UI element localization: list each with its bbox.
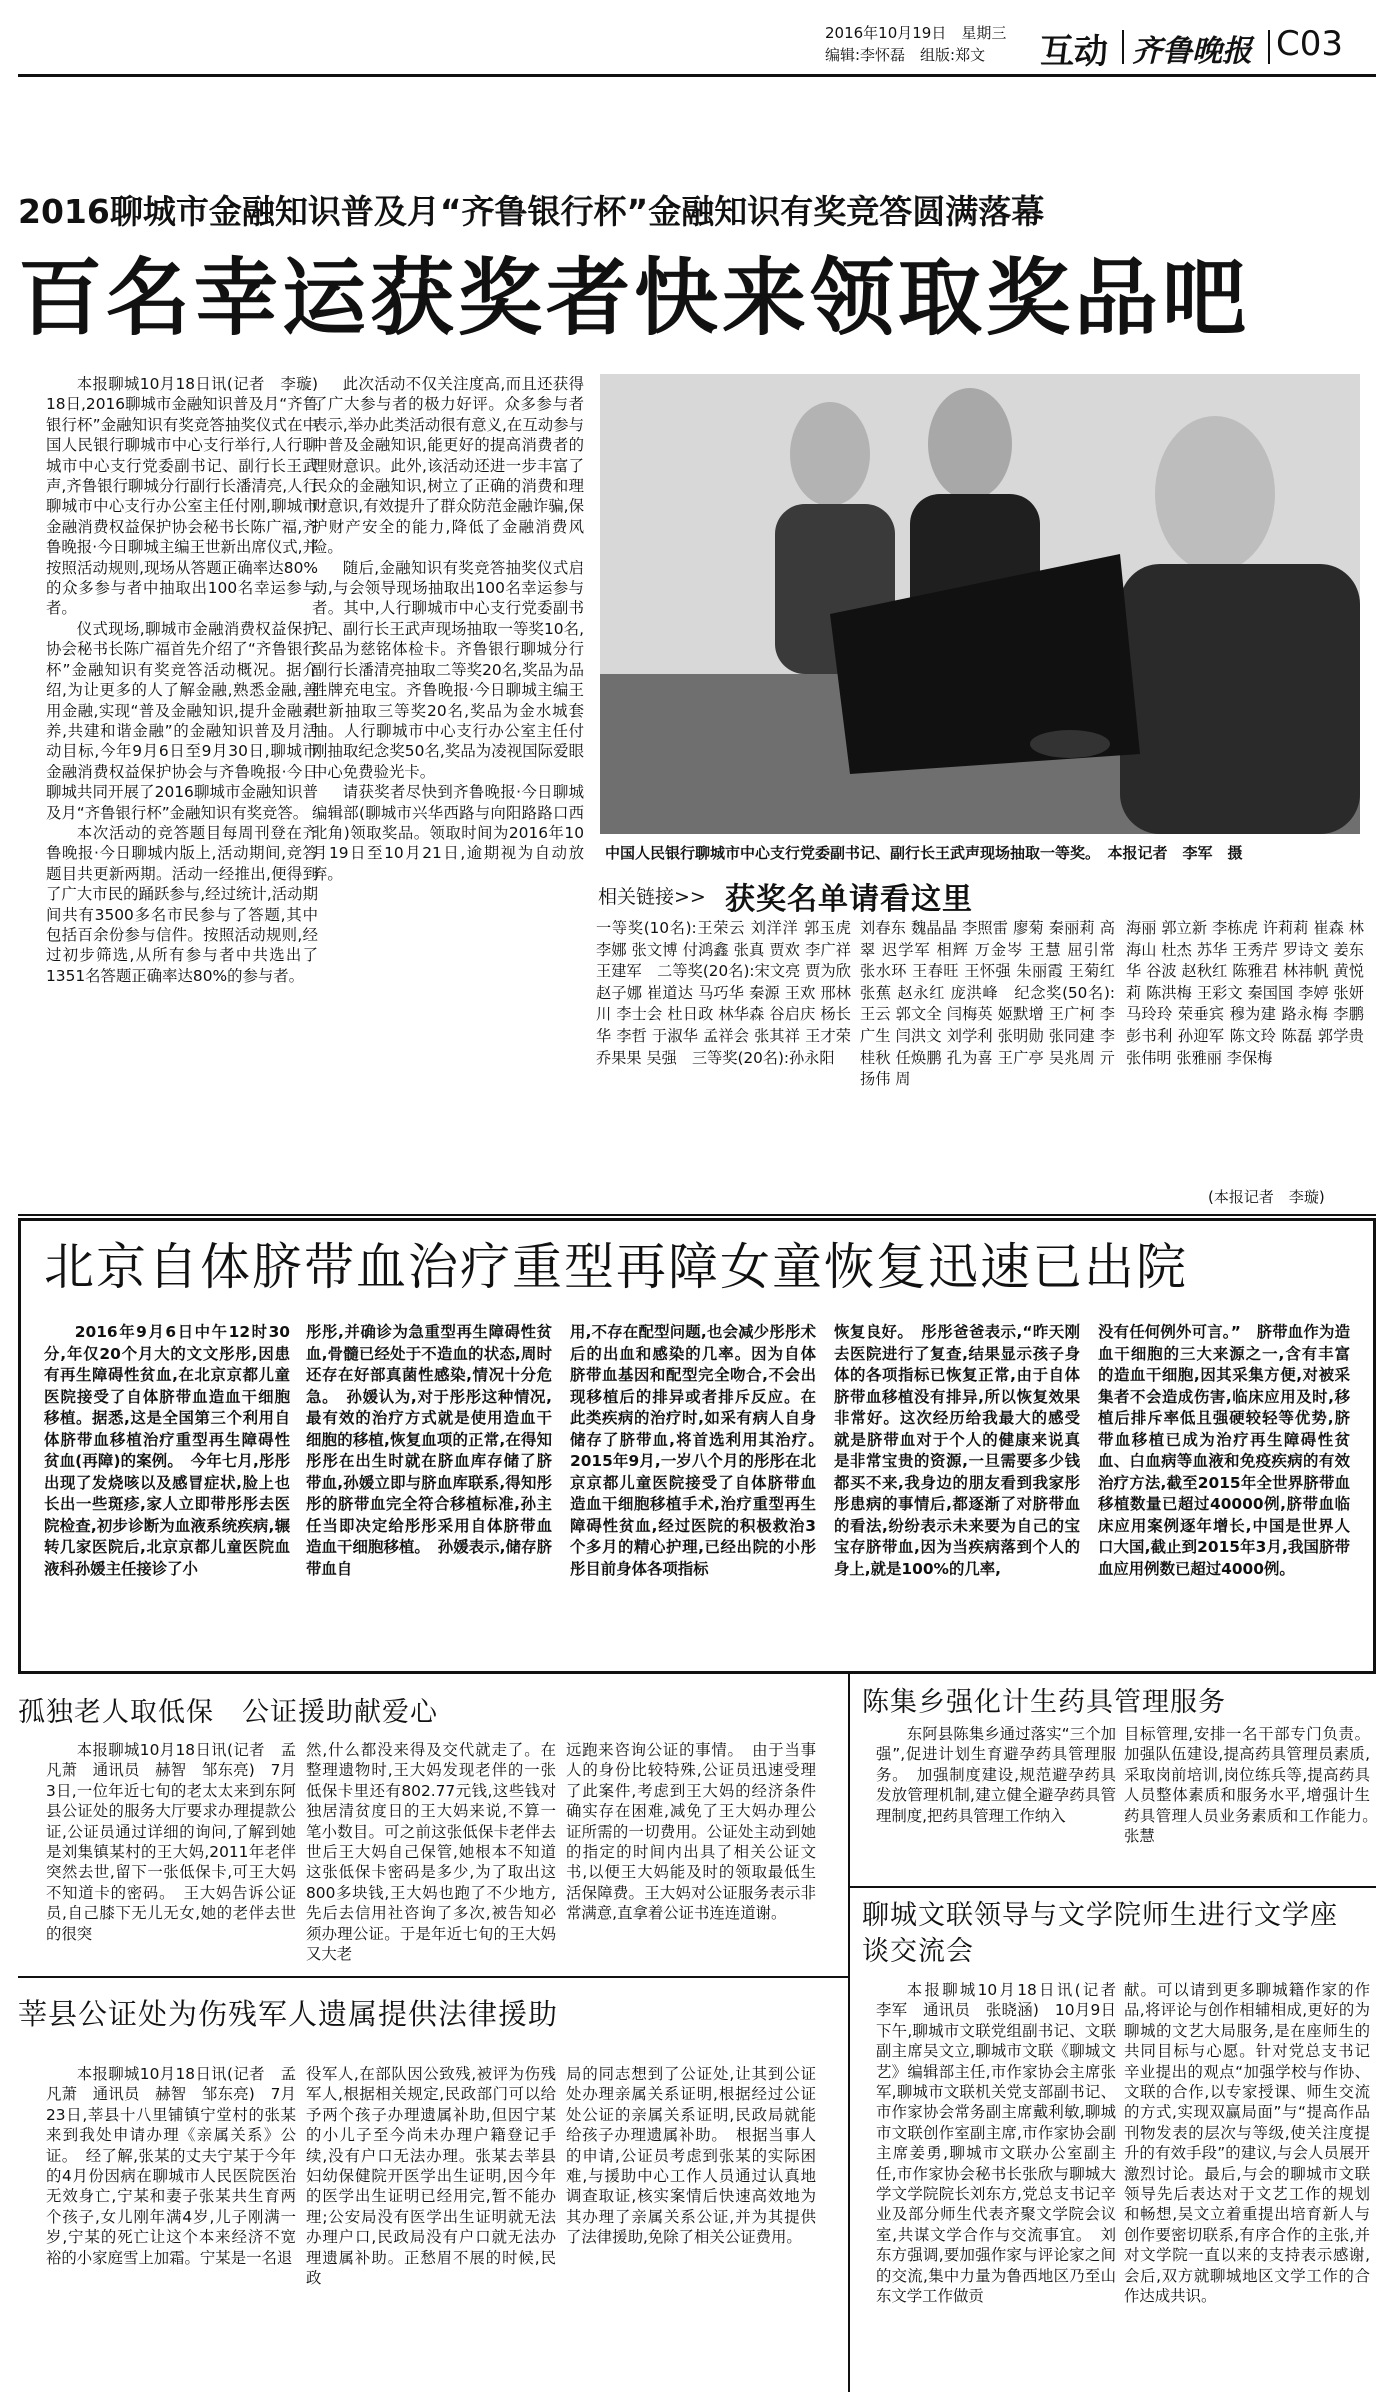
elderly-para: 然,什么都没来得及交代就走了。在整理遗物时,王大妈发现老伴的一张低保卡里还有802.77元钱,这些钱对独居清贫度日的王大妈来说,不算一笔小数目。可之前这张低保卡老伴去世后王大妈自己保管,她根本不知道这张低保卡密码是多少,为了取出这800多块钱,王大妈也跑了不少地方,先后去信用社咨询了多次,被告知必须办理公证。于是年近七旬的王大妈又大老 (306, 1741, 556, 1964)
paper-logo: 齐鲁晚报 (1132, 34, 1252, 69)
legal-para: 本报聊城10月18日讯(记者 孟凡萧 通讯员 赫智 邹东亮) 7月23日,莘县十八里铺镇宁堂村的张某来到我处申请办理《亲属关系》公证。 经了解,张某的丈夫宁某于今年的4月份因病在聊城市人民医院医治无效身亡,宁某和妻子张某共生育两个孩子,女儿刚年满4岁,儿子刚满一岁,宁某的死亡让这个本来经济不宽裕的小家庭雪上加霜。宁某是一名退 (46, 2065, 296, 2267)
date-line: 2016年10月19日 星期三 (825, 24, 1007, 42)
photo-illustration (600, 374, 1360, 834)
elderly-para: 远跑来咨询公证的事情。 由于当事人的身份比较特殊,公证员迅速受理了此案件,考虑到王大妈的经济条件确实存在困难,减免了王大妈办理公证所需的一切费用。公证处主动到她的指定的时间内出具了相关公证文书,以便王大妈能及时的领取最低生活保障费。王大妈对公证服务表示非常满意,直拿着公证书连连道谢。 (566, 1741, 816, 1923)
editors-line: 编辑:李怀磊 组版:郑文 (825, 46, 986, 64)
section-name: 互动 (1040, 32, 1108, 72)
lead-para: 请获奖者尽快到齐鲁晚报·今日聊城编辑部(聊城市兴华西路与向阳路路口西北角)领取奖品。领取时间为2016年10月19日至10月21日,逾期视为自动放弃。 (312, 783, 584, 883)
cord-para: 用,不存在配型问题,也会减少彤彤术后的出血和感染的几率。因为自体脐带血基因和配型完全吻合,不会出现移植后的排异或者排斥反应。在此类疾病的治疗时,如采有病人自身储存了脐带血,将首选利用其治疗。 2015年9月,一岁八个月的彤彤在北京京都儿童医院接受了自体脐带血造血干细胞移植手术,治疗重型再生障碍性贫血,经过医院的积极救治3个多月的精心护理,已经出院的小彤彤目前身体各项指标 (570, 1323, 816, 1578)
divider (1268, 30, 1270, 64)
section-rule (18, 1214, 1376, 1216)
elderly-para: 本报聊城10月18日讯(记者 孟凡萧 通讯员 赫智 邹东亮) 7月3日,一位年近七旬的老太太来到东阿县公证处的服务大厅要求办理提款公证,公证员通过详细的询问,了解到她是刘集镇某村的王大妈,2011年老伴突然去世,留下一张低保卡,可王大妈不知道卡的密码。 王大妈告诉公证员,自己膝下无儿无女,她的老伴去世的很突 (46, 1741, 296, 1943)
winners-list-1: 一等奖(10名):王荣云 刘洋洋 郭玉虎 李娜 张文博 付鸿鑫 张真 贾欢 李广祥 王建军 二等奖(20名):宋文亮 贾为欣 赵子娜 崔道达 马巧华 秦源 王欢 邢林川 李士会 杜日政 林华森 谷启庆 杨长华 李哲 于淑华 孟祥会 张其祥 王才荣 乔果果 吴强 三等奖(20名):孙永阳 (596, 919, 851, 1067)
cord-col-3 (570, 1322, 816, 1656)
cord-para: 2016年9月6日中午12时30分,年仅20个月大的文文彤彤,因患有再生障碍性贫血,在北京京都儿童医院接受了自体脐带血造血干细胞移植。据悉,这是全国第三个利用自体脐带血移植治疗重型再生障碍性贫血(再障)的案例。 今年七月,彤彤出现了发烧咳以及感冒症状,脸上也长出一些斑疹,家人立即带彤彤去医院检查,初步诊断为血液系统疾病,辗转几家医院后,北京京都儿童医院血液科孙媛主任接诊了小 (44, 1323, 290, 1578)
family-col-1 (876, 1724, 1116, 1880)
lead-col-2 (312, 374, 584, 1254)
elderly-col-2 (306, 1740, 556, 1970)
page-number: C03 (1276, 24, 1344, 64)
cord-col-1 (44, 1322, 290, 1656)
literature-para: 本报聊城10月18日讯(记者 李军 通讯员 张晓涵) 10月9日下午,聊城市文联党组副书记、文联副主席吴文立,聊城市文联《聊城文艺》编辑部主任,市作家协会主席张军,聊城市文联机关党支部副书记、市作家协会常务副主席戴利敏,聊城市文联创作室副主席,市作家协会副主席姜勇,聊城市文联办公室副主任,市作家协会秘书长张欣与聊城大学文学院院长刘东方,党总支书记辛业及部分师生代表齐聚文学院会议室,共谋文学合作与交流事宜。 刘东方强调,要加强作家与评论家之间的交流,集中力量为鲁西地区乃至山东文学工作做贡 (876, 1981, 1116, 2306)
section-rule (18, 1976, 848, 1978)
photo-caption: 中国人民银行聊城市中心支行党委副书记、副行长王武声现场抽取一等奖。 本报记者 李军 摄 (605, 844, 1243, 862)
literature-para: 献。可以请到更多聊城籍作家的作品,将评论与创作相辅相成,更好的为聊城的文艺大局服务,是在座师生的共同目标与心愿。针对党总支书记辛业提出的观点“加强学校与作协、文联的合作,以专家授课、师生交流的方式,实现双赢局面”与“提高作品刊物发表的层次与等级,使关注度提升的有效手段”的建议,与会人员展开激烈讨论。最后,与会的聊城市文联领导先后表达对于文艺工作的规划和畅想,吴文立着重提出培育新人与创作要密切联系,有序合作的主张,并对文学院一直以来的支持表示感谢,会后,双方就聊城地区文学工作的合作达成共识。 (1124, 1981, 1370, 2306)
divider (1122, 30, 1124, 64)
elderly-col-3 (566, 1740, 816, 1970)
lead-para: 本报聊城10月18日讯(记者 李璇) 18日,2016聊城市金融知识普及月“齐鲁银行杯”金融知识有奖竞答抽奖仪式在中国人民银行聊城市中心支行举行,人行聊城市中心支行党委副书记、副行长王武声,齐鲁银行聊城分行副行长潘清亮,人行聊城市中心支行办公室主任付刚,聊城市金融消费权益保护协会秘书长陈广福,齐鲁晚报·今日聊城主编王世新出席仪式,并按照活动规则,现场从答题正确率达80%的众多参与者中抽取出100名幸运参与者。 (46, 375, 318, 618)
winners-list-3: 海丽 郭立新 李栋虎 许莉莉 崔森 林海山 杜杰 苏华 王秀芹 罗诗文 姜东华 谷波 赵秋红 陈雅君 林祎帆 黄悦莉 陈洪梅 王彩文 秦国国 李婷 张妍 马玲玲 荣垂宾 穆为建 路永梅 李鹏 彭书利 孙迎军 陈文玲 陈磊 郭学贵 张伟明 张雅丽 李保梅 (1126, 919, 1364, 1067)
cord-para: 没有任何例外可言。” 脐带血作为造血干细胞的三大来源之一,含有丰富的造血干细胞,因其采集方便,对被采集者不会造成伤害,临床应用及时,移植后排斥率低且强硬较轻等优势,脐带血移植已成为治疗再生障碍性贫血、白血病等血液和免疫疾病的有效治疗方法,截至2015年全世界脐带血移植数量已超过40000例,脐带血临床应用案例逐年增长,中国是世界人口大国,截止到2015年3月,我国脐带血应用例数已超过4000例。 (1098, 1323, 1350, 1578)
lead-kicker: 2016聊城市金融知识普及月“齐鲁银行杯”金融知识有奖竞答圆满落幕 (18, 192, 1045, 231)
family-para: 东阿县陈集乡通过落实“三个加强”,促进计划生育避孕药具管理服务。 加强制度建设,规范避孕药具发放管理机制,建立健全避孕药具管理制度,把药具管理工作纳入 (876, 1725, 1116, 1825)
lead-col-1 (46, 374, 318, 1254)
lead-para: 本次活动的竞答题目每周刊登在齐鲁晚报·今日聊城内版上,活动期间,竞答题目共更新两期。活动一经推出,便得到了广大市民的踊跃参与,经过统计,活动期间共有3500多名市民参与了答题,其中包括百余份参与信件。按照活动规则,经过初步筛选,从所有参与者中共选出了1351名答题正确率达80%的参与者。 (46, 823, 318, 985)
legal-col-1 (46, 2064, 296, 2384)
legal-col-3 (566, 2064, 816, 2384)
legal-para: 役军人,在部队因公致残,被评为伤残军人,根据相关规定,民政部门可以给予两个孩子办理遗属补助,但因宁某的小儿子至今尚未办理户籍登记手续,没有户口无法办理。张某去莘县妇幼保健院开医学出生证明,因今年的医学出生证明已经用完,暂不能办理;公安局没有医学出生证明就无法办理户口,民政局没有户口就无法办理遗属补助。正愁眉不展的时候,民政 (306, 2065, 556, 2288)
legal-col-2 (306, 2064, 556, 2384)
literature-col-1 (876, 1980, 1116, 2385)
cord-headline: 北京自体脐带血治疗重型再障女童恢复迅速已出院 (44, 1238, 1188, 1296)
cord-col-5 (1098, 1322, 1350, 1656)
lead-para: 随后,金融知识有奖竞答抽奖仪式启动,与会领导现场抽取出100名幸运参与者。其中,人行聊城市中心支行党委副书记、副行长王武声现场抽取一等奖10名,奖品为慈铭体检卡。齐鲁银行聊城分行副行长潘清亮抽取二等奖20名,奖品为品胜牌充电宝。齐鲁晚报·今日聊城主编王世新抽取三等奖20名,奖品为金水城套抽。人行聊城市中心支行办公室主任付刚抽取纪念奖50名,奖品为凌视国际爱眼中心免费验光卡。 (312, 558, 584, 781)
winners-list-2: 刘春东 魏晶晶 李照雷 廖菊 秦丽莉 高翠 迟学军 相辉 万金岑 王慧 屈引常 张水环 王春旺 王怀强 朱丽霞 王菊红 张蕉 赵永红 庞洪峰 纪念奖(50名):王云 郭文全 闫梅英 姬默增 王广柯 李广生 闫洪文 刘学利 张明勋 张同建 李桂秋 任焕鹏 孔为喜 王广亭 吴兆周 亓扬伟 周 (860, 919, 1115, 1089)
cord-col-4 (834, 1322, 1080, 1656)
family-headline: 陈集乡强化计生药具管理服务 (862, 1687, 1226, 1718)
lead-para: 仪式现场,聊城市金融消费权益保护协会秘书长陈广福首先介绍了“齐鲁银行杯”金融知识有奖竞答活动概况。据介绍,为让更多的人了解金融,熟悉金融,善用金融,实现“普及金融知识,提升金融素养,共建和谐金融”的金融知识普及月活动目标,今年9月6日至9月30日,聊城市金融消费权益保护协会与齐鲁晚报·今日聊城共同开展了2016聊城市金融知识普及月“齐鲁银行杯”金融知识有奖竞答。 (46, 619, 318, 822)
family-para: 目标管理,安排一名干部专门负责。加强队伍建设,提高药具管理员素质,采取岗前培训,岗位练兵等,提高药具人员整体素质和服务水平,增强计生药具管理人员业务素质和工作能力。 张慧 (1124, 1725, 1370, 1846)
elderly-headline: 孤独老人取低保 公证援助献爱心 (18, 1697, 438, 1728)
lead-para: 此次活动不仅关注度高,而且还获得了广大参与者的极力好评。众多参与者表示,举办此类活动很有意义,在互动参与中普及金融知识,能更好的提高消费者的理财意识。此外,该活动还进一步丰富了民众的金融知识,树立了正确的消费和理财意识,有效提升了群众防范金融诈骗,保护财产安全的能力,降低了金融消费风险。 (312, 375, 584, 557)
elderly-col-1 (46, 1740, 296, 1970)
winners-credit: (本报记者 李璇) (1208, 1188, 1325, 1206)
cord-col-2 (306, 1322, 552, 1656)
column-rule (848, 1672, 850, 2392)
cord-para: 恢复良好。 彤彤爸爸表示,“昨天刚去医院进行了复查,结果显示孩子身体的各项指标已恢复正常,由于自体脐带血移植没有排异,所以恢复效果非常好。这次经历给我最大的感受就是脐带血对于个人的健康来说真是非常宝贵的资源,一旦需要多少钱都买不来,我身边的朋友看到我家彤彤患病的事情后,都逐渐了对脐带血的看法,纷纷表示未来要为自己的宝宝存脐带血,因为当疾病落到个人的身上,就是100%的几率, (834, 1323, 1080, 1578)
literature-headline: 聊城文联领导与文学院师生进行文学座谈交流会 (862, 1900, 1338, 1967)
winners-title: 获奖名单请看这里 (725, 882, 973, 917)
legal-para: 局的同志想到了公证处,让其到公证处办理亲属关系证明,根据经过公证处公证的亲属关系证明,民政局就能给孩子办理遗属补助。 根据当事人的申请,公证员考虑到张某的实际困难,与援助中心工作人员通过认真地调查取证,核实案情后快速高效地为其办理了亲属关系公证,并为其提供了法律援助,免除了相关公证费用。 (566, 2065, 816, 2247)
header-rule (18, 74, 1376, 77)
legal-headline: 莘县公证处为伤残军人遗属提供法律援助 (18, 1997, 559, 2031)
family-col-2 (1124, 1724, 1370, 1880)
section-rule (850, 1886, 1376, 1888)
lead-headline: 百名幸运获奖者快来领取奖品吧 (18, 249, 1251, 347)
literature-col-2 (1124, 1980, 1370, 2385)
cord-para: 彤彤,并确诊为急重型再生障碍性贫血,骨髓已经处于不造血的状态,周时还存在好部真菌性感染,情况十分危急。 孙媛认为,对于彤彤这种情况,最有效的治疗方式就是使用造血干细胞的移植,恢复血项的正常,在得知彤彤在出生时就在脐血库存储了脐带血,孙媛立即与脐血库联系,得知彤彤的脐带血完全符合移植标准,孙主任当即决定给彤彤采用自体脐带血造血干细胞移植。 孙媛表示,储存脐带血自 (306, 1323, 552, 1578)
news-photo (600, 374, 1360, 834)
related-link-label[interactable]: 相关链接>> (598, 886, 706, 908)
